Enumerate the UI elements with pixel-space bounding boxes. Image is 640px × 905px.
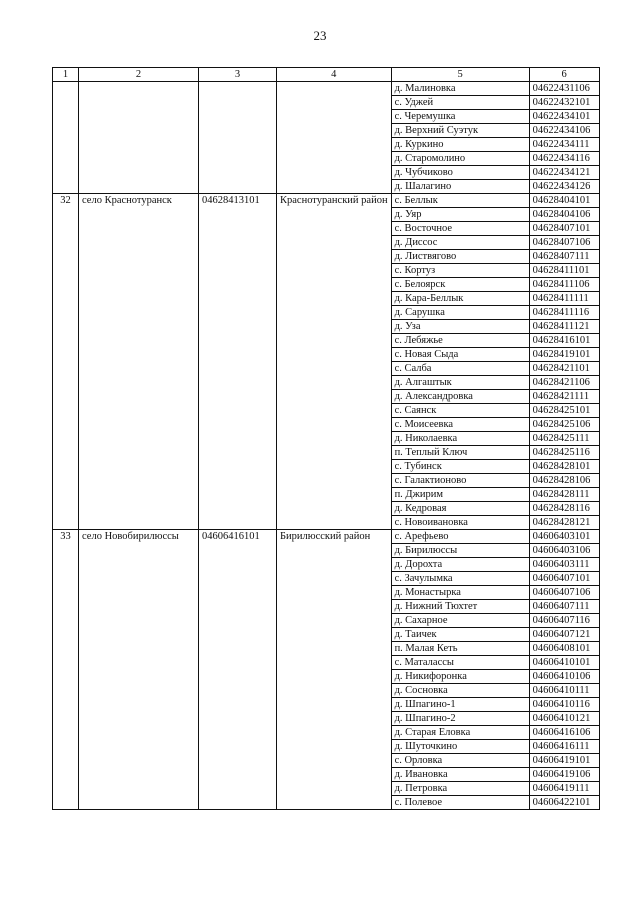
settlement-code: 04606410121 <box>529 712 599 726</box>
settlements-table <box>52 67 600 810</box>
settlement-name: д. Уяр <box>391 208 529 222</box>
settlement-name: д. Николаевка <box>391 432 529 446</box>
column-header: 2 <box>79 68 199 82</box>
municipality-name: село Краснотуранск <box>79 194 199 530</box>
empty-cell <box>53 82 79 194</box>
table-row <box>53 194 600 208</box>
empty-cell <box>199 82 277 194</box>
settlement-name: д. Кедровая <box>391 502 529 516</box>
settlement-name: д. Шуточкино <box>391 740 529 754</box>
settlement-code: 04606407116 <box>529 614 599 628</box>
settlement-code: 04606408101 <box>529 642 599 656</box>
settlement-name: с. Салба <box>391 362 529 376</box>
settlement-name: д. Кара-Беллык <box>391 292 529 306</box>
settlement-code: 04628411121 <box>529 320 599 334</box>
settlement-code: 04606419106 <box>529 768 599 782</box>
settlement-code: 04628421101 <box>529 362 599 376</box>
settlement-code: 04606403111 <box>529 558 599 572</box>
settlement-name: с. Галактионово <box>391 474 529 488</box>
settlement-name: д. Таичек <box>391 628 529 642</box>
settlement-name: д. Монастырка <box>391 586 529 600</box>
settlement-name: д. Ивановка <box>391 768 529 782</box>
district-name: Краснотуранский район <box>277 194 392 530</box>
settlement-name: с. Беллык <box>391 194 529 208</box>
empty-cell <box>277 82 392 194</box>
settlement-code: 04628404101 <box>529 194 599 208</box>
settlement-code: 04628425101 <box>529 404 599 418</box>
settlement-code: 04606410116 <box>529 698 599 712</box>
settlement-name: д. Старомолино <box>391 152 529 166</box>
settlement-code: 04628428116 <box>529 502 599 516</box>
settlement-code: 04628411111 <box>529 292 599 306</box>
settlement-code: 04622434111 <box>529 138 599 152</box>
settlement-name: д. Верхний Суэтук <box>391 124 529 138</box>
settlement-name: с. Тубинск <box>391 460 529 474</box>
settlement-name: д. Старая Еловка <box>391 726 529 740</box>
settlement-code: 04622434116 <box>529 152 599 166</box>
settlement-code: 04622432101 <box>529 96 599 110</box>
settlement-code: 04606410106 <box>529 670 599 684</box>
settlement-name: д. Дорохта <box>391 558 529 572</box>
settlement-code: 04628421111 <box>529 390 599 404</box>
settlement-code: 04628416101 <box>529 334 599 348</box>
settlement-code: 04622431106 <box>529 82 599 96</box>
settlement-code: 04622434101 <box>529 110 599 124</box>
settlement-name: д. Нижний Тюхтет <box>391 600 529 614</box>
settlement-code: 04606410101 <box>529 656 599 670</box>
column-header: 3 <box>199 68 277 82</box>
settlement-name: д. Шпагино-2 <box>391 712 529 726</box>
settlement-name: д. Листвягово <box>391 250 529 264</box>
municipality-name: село Новобирилюссы <box>79 530 199 810</box>
settlement-name: п. Теплый Ключ <box>391 446 529 460</box>
settlement-code: 04628407111 <box>529 250 599 264</box>
settlement-code: 04628407106 <box>529 236 599 250</box>
table-header <box>53 68 600 82</box>
settlement-name: д. Шпагино-1 <box>391 698 529 712</box>
settlement-name: с. Новоивановка <box>391 516 529 530</box>
settlement-code: 04628428111 <box>529 488 599 502</box>
settlement-name: д. Сахарное <box>391 614 529 628</box>
settlement-name: с. Маталассы <box>391 656 529 670</box>
settlement-code: 04628428121 <box>529 516 599 530</box>
settlement-name: д. Куркино <box>391 138 529 152</box>
table-body <box>53 82 600 810</box>
row-number: 32 <box>53 194 79 530</box>
column-header: 5 <box>391 68 529 82</box>
settlement-name: д. Сарушка <box>391 306 529 320</box>
settlement-name: с. Черемушка <box>391 110 529 124</box>
empty-cell <box>79 82 199 194</box>
settlement-code: 04606407101 <box>529 572 599 586</box>
settlement-code: 04622434121 <box>529 166 599 180</box>
municipality-code: 04628413101 <box>199 194 277 530</box>
settlement-name: с. Белоярск <box>391 278 529 292</box>
settlement-code: 04606419111 <box>529 782 599 796</box>
settlement-code: 04606407121 <box>529 628 599 642</box>
settlement-name: с. Восточное <box>391 222 529 236</box>
settlement-code: 04606422101 <box>529 796 599 810</box>
table-row <box>53 530 600 544</box>
settlement-code: 04628407101 <box>529 222 599 236</box>
settlement-name: д. Бирилюссы <box>391 544 529 558</box>
settlement-name: д. Шалагино <box>391 180 529 194</box>
settlement-name: п. Малая Кеть <box>391 642 529 656</box>
settlement-code: 04606419101 <box>529 754 599 768</box>
settlement-name: д. Малиновка <box>391 82 529 96</box>
settlement-name: д. Никифоронка <box>391 670 529 684</box>
settlement-code: 04628421106 <box>529 376 599 390</box>
settlement-code: 04628425106 <box>529 418 599 432</box>
page-number: 23 <box>313 28 327 43</box>
settlement-code: 04606410111 <box>529 684 599 698</box>
settlement-name: с. Зачулымка <box>391 572 529 586</box>
table-row <box>53 82 600 96</box>
district-name: Бирилюсский район <box>277 530 392 810</box>
row-number: 33 <box>53 530 79 810</box>
settlement-name: д. Алгаштык <box>391 376 529 390</box>
settlement-code: 04606403101 <box>529 530 599 544</box>
settlement-name: д. Александровка <box>391 390 529 404</box>
settlement-name: д. Чубчиково <box>391 166 529 180</box>
settlement-code: 04622434126 <box>529 180 599 194</box>
settlement-code: 04628428106 <box>529 474 599 488</box>
settlement-name: с. Саянск <box>391 404 529 418</box>
settlement-name: п. Джирим <box>391 488 529 502</box>
settlement-code: 04628404106 <box>529 208 599 222</box>
settlement-code: 04628425116 <box>529 446 599 460</box>
municipality-code: 04606416101 <box>199 530 277 810</box>
settlement-name: д. Сосновка <box>391 684 529 698</box>
settlement-code: 04606416111 <box>529 740 599 754</box>
settlement-name: с. Моисеевка <box>391 418 529 432</box>
settlement-code: 04622434106 <box>529 124 599 138</box>
settlement-name: д. Уза <box>391 320 529 334</box>
settlement-name: с. Арефьево <box>391 530 529 544</box>
settlement-code: 04628411116 <box>529 306 599 320</box>
settlement-code: 04628411106 <box>529 278 599 292</box>
settlement-name: с. Кортуз <box>391 264 529 278</box>
settlement-name: с. Полевое <box>391 796 529 810</box>
column-header: 1 <box>53 68 79 82</box>
settlement-name: с. Лебяжье <box>391 334 529 348</box>
settlement-name: д. Петровка <box>391 782 529 796</box>
settlement-code: 04628428101 <box>529 460 599 474</box>
settlement-code: 04628425111 <box>529 432 599 446</box>
column-header: 6 <box>529 68 599 82</box>
settlement-code: 04628419101 <box>529 348 599 362</box>
settlement-code: 04606407106 <box>529 586 599 600</box>
column-header: 4 <box>277 68 392 82</box>
settlement-name: с. Новая Сыда <box>391 348 529 362</box>
settlement-code: 04628411101 <box>529 264 599 278</box>
settlement-code: 04606407111 <box>529 600 599 614</box>
settlement-name: с. Уджей <box>391 96 529 110</box>
settlement-code: 04606416106 <box>529 726 599 740</box>
settlement-code: 04606403106 <box>529 544 599 558</box>
settlement-name: с. Орловка <box>391 754 529 768</box>
settlement-name: д. Диссос <box>391 236 529 250</box>
